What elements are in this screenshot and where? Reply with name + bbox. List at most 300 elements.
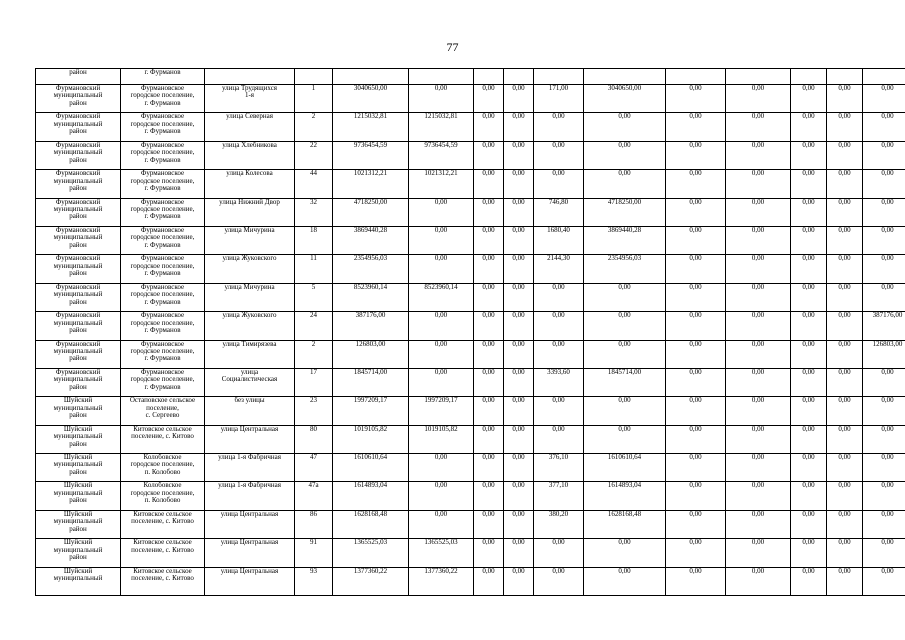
table-cell (726, 69, 791, 85)
table-cell: 5 (295, 283, 333, 311)
table-cell: 0,00 (726, 397, 791, 425)
table-cell: улица Мичурина (205, 283, 295, 311)
table-cell: 0,00 (584, 397, 666, 425)
table-cell (205, 69, 295, 85)
table-cell: 44 (295, 170, 333, 198)
table-cell: 0,00 (863, 454, 905, 482)
table-cell: Китовское сельское поселение, с. Китово (121, 539, 205, 567)
table-cell: 0,00 (827, 368, 863, 396)
table-cell: 0,00 (827, 255, 863, 283)
table-cell: 0,00 (504, 454, 534, 482)
table-cell: Фурмановский муниципальный район (36, 283, 121, 311)
table-cell: 0,00 (666, 397, 726, 425)
page-number: 77 (446, 40, 459, 54)
table-cell: 0,00 (474, 141, 504, 169)
table-cell: улица Северная (205, 113, 295, 141)
table-cell: 1610610,64 (333, 454, 409, 482)
table-cell: улица Колесова (205, 170, 295, 198)
table-cell: 1628168,48 (333, 510, 409, 538)
table-cell: 0,00 (534, 425, 584, 453)
table-cell: 0,00 (534, 312, 584, 340)
table-cell: 0,00 (827, 283, 863, 311)
table-cell: 17 (295, 368, 333, 396)
table-cell: 3869440,28 (584, 226, 666, 254)
table-cell: 0,00 (534, 397, 584, 425)
table-cell: 0,00 (827, 113, 863, 141)
table-cell: 0,00 (534, 170, 584, 198)
table-cell: Фурмановский муниципальный район (36, 226, 121, 254)
table-cell: улица Хлебникова (205, 141, 295, 169)
table-cell: 0,00 (666, 283, 726, 311)
table-cell: улица Социалистическая (205, 368, 295, 396)
table-cell: 0,00 (726, 368, 791, 396)
table-cell: 0,00 (534, 567, 584, 595)
table-cell: 0,00 (666, 312, 726, 340)
table-cell: 0,00 (409, 85, 474, 113)
table-cell: 0,00 (666, 510, 726, 538)
table-cell: без улицы (205, 397, 295, 425)
table-cell: 0,00 (827, 340, 863, 368)
table-cell: 0,00 (791, 113, 827, 141)
table-cell: 376,10 (534, 454, 584, 482)
table-cell: 0,00 (584, 283, 666, 311)
table-cell: 1365525,03 (333, 539, 409, 567)
table-cell: 0,00 (504, 510, 534, 538)
table-cell: 0,00 (584, 567, 666, 595)
table-cell: улица Центральная (205, 510, 295, 538)
table-cell: 0,00 (504, 397, 534, 425)
table-cell: 387176,00 (333, 312, 409, 340)
table-row (36, 170, 905, 198)
table-cell: 1021312,21 (409, 170, 474, 198)
table-cell (584, 69, 666, 85)
table-cell: 0,00 (474, 170, 504, 198)
table-cell: 0,00 (584, 539, 666, 567)
table-cell: 4718250,00 (333, 198, 409, 226)
table-cell: 0,00 (474, 113, 504, 141)
table-cell: 32 (295, 198, 333, 226)
table-cell: 0,00 (863, 141, 905, 169)
table-cell: 126803,00 (863, 340, 905, 368)
table-cell: 0,00 (791, 283, 827, 311)
table-cell: 0,00 (409, 255, 474, 283)
table-cell: 0,00 (504, 226, 534, 254)
table-cell: Фурмановское городское поселение, г. Фурманов (121, 198, 205, 226)
table-cell: 0,00 (726, 425, 791, 453)
table-cell: 0,00 (863, 283, 905, 311)
table-cell: 0,00 (474, 312, 504, 340)
table-cell: Шуйский муниципальный (36, 567, 121, 595)
table-cell: Фурмановское городское поселение, г. Фурманов (121, 113, 205, 141)
table-cell: улица Центральная (205, 425, 295, 453)
table-cell: 0,00 (504, 340, 534, 368)
table-cell: Фурмановское городское поселение, г. Фурманов (121, 141, 205, 169)
table-cell: 91 (295, 539, 333, 567)
table-cell: 0,00 (791, 539, 827, 567)
table-cell: улица 1-я Фабричная (205, 454, 295, 482)
table-cell: 1614893,04 (584, 482, 666, 510)
table-cell: 0,00 (863, 397, 905, 425)
table-cell: 0,00 (726, 482, 791, 510)
table-cell: 0,00 (504, 198, 534, 226)
table-cell: 0,00 (666, 85, 726, 113)
table-cell: 1019105,82 (333, 425, 409, 453)
table-cell: Фурмановское городское поселение, г. Фурманов (121, 368, 205, 396)
table-cell: 0,00 (863, 368, 905, 396)
table-cell: 0,00 (504, 539, 534, 567)
table-cell: 0,00 (791, 454, 827, 482)
table-cell: 18 (295, 226, 333, 254)
table-row (36, 425, 905, 453)
table-cell: Китовское сельское поселение, с. Китово (121, 567, 205, 595)
table-cell: 86 (295, 510, 333, 538)
table-cell: 0,00 (827, 141, 863, 169)
table-cell: 0,00 (504, 425, 534, 453)
table-cell: Фурмановский муниципальный район (36, 340, 121, 368)
table-cell: 380,20 (534, 510, 584, 538)
table-row (36, 113, 905, 141)
table-cell: Фурмановский муниципальный район (36, 85, 121, 113)
table-cell: 4718250,00 (584, 198, 666, 226)
table-cell: 0,00 (791, 482, 827, 510)
table-cell: 0,00 (504, 368, 534, 396)
table-cell: 3393,60 (534, 368, 584, 396)
table-cell: 93 (295, 567, 333, 595)
table-cell: район (36, 69, 121, 85)
table-cell: 0,00 (827, 454, 863, 482)
table-row (36, 141, 905, 169)
table-row (36, 69, 905, 85)
table-cell: 2144,30 (534, 255, 584, 283)
table-cell: 1628168,48 (584, 510, 666, 538)
table-cell: 0,00 (409, 226, 474, 254)
table-cell: Шуйский муниципальный район (36, 397, 121, 425)
table-cell: 0,00 (584, 340, 666, 368)
table-cell: Шуйский муниципальный район (36, 425, 121, 453)
table-cell: 0,00 (666, 539, 726, 567)
table-cell: Фурмановское городское поселение, г. Фурманов (121, 255, 205, 283)
table-cell: 0,00 (504, 312, 534, 340)
table-cell: Колобовское городское поселение, п. Колобово (121, 454, 205, 482)
table-cell: Фурмановский муниципальный район (36, 113, 121, 141)
table-cell: 22 (295, 141, 333, 169)
table-cell: 746,80 (534, 198, 584, 226)
table-cell: 0,00 (474, 454, 504, 482)
table-cell: 1845714,00 (584, 368, 666, 396)
table-cell: 0,00 (827, 425, 863, 453)
table-cell: 8523960,14 (333, 283, 409, 311)
table-cell: 0,00 (474, 397, 504, 425)
table-row (36, 510, 905, 538)
table-cell: 0,00 (584, 141, 666, 169)
table-cell: Остаповское сельское поселение, с. Сергеево (121, 397, 205, 425)
table-cell: 0,00 (409, 340, 474, 368)
table-cell: 1377360,22 (333, 567, 409, 595)
table-cell: 0,00 (863, 425, 905, 453)
table-cell: 0,00 (504, 255, 534, 283)
table-cell: 47 (295, 454, 333, 482)
table-cell (666, 69, 726, 85)
table-cell: 0,00 (584, 113, 666, 141)
table-cell: Китовское сельское поселение, с. Китово (121, 425, 205, 453)
table-cell: 0,00 (726, 198, 791, 226)
table-cell: 0,00 (474, 85, 504, 113)
table-cell: 1 (295, 85, 333, 113)
table-cell: 0,00 (726, 312, 791, 340)
table-cell: улица Жуковского (205, 255, 295, 283)
table-cell (863, 69, 905, 85)
table-cell: 0,00 (474, 425, 504, 453)
table-cell: 0,00 (666, 340, 726, 368)
table-cell: 126803,00 (333, 340, 409, 368)
table-cell: 0,00 (791, 567, 827, 595)
table-cell (827, 69, 863, 85)
table-cell: 0,00 (666, 198, 726, 226)
table-cell: 0,00 (726, 340, 791, 368)
table-cell: улица Трудящихся 1-я (205, 85, 295, 113)
table-cell: 0,00 (534, 340, 584, 368)
table-row (36, 368, 905, 396)
table-cell: Фурмановское городское поселение, г. Фурманов (121, 340, 205, 368)
table-cell: 0,00 (409, 312, 474, 340)
table-cell: 0,00 (474, 255, 504, 283)
table-cell (534, 69, 584, 85)
table-cell: 0,00 (791, 425, 827, 453)
table-cell: улица Центральная (205, 567, 295, 595)
table-cell: 0,00 (504, 113, 534, 141)
table-cell: 0,00 (474, 567, 504, 595)
table-cell: 9736454,59 (409, 141, 474, 169)
table-cell: 2 (295, 113, 333, 141)
table-cell: 47а (295, 482, 333, 510)
table-row (36, 340, 905, 368)
table-cell: 0,00 (791, 397, 827, 425)
table-row (36, 198, 905, 226)
table-cell: Китовское сельское поселение, с. Китово (121, 510, 205, 538)
table-cell: 0,00 (474, 198, 504, 226)
table-row (36, 539, 905, 567)
table-cell (409, 69, 474, 85)
table-cell: 0,00 (726, 283, 791, 311)
table-cell: 0,00 (791, 510, 827, 538)
table-cell: 0,00 (584, 425, 666, 453)
table-cell: 0,00 (666, 482, 726, 510)
table-row (36, 482, 905, 510)
table-cell: улица Жуковского (205, 312, 295, 340)
table-cell: 0,00 (863, 255, 905, 283)
table-row (36, 312, 905, 340)
table-cell: 0,00 (666, 226, 726, 254)
table-cell: 1019105,82 (409, 425, 474, 453)
table-cell: 1610610,64 (584, 454, 666, 482)
table-cell: 0,00 (409, 482, 474, 510)
table-cell: 0,00 (863, 170, 905, 198)
table-cell (504, 69, 534, 85)
table-cell: 0,00 (791, 368, 827, 396)
table-cell: 0,00 (791, 255, 827, 283)
table-cell: 0,00 (791, 312, 827, 340)
table-cell: 80 (295, 425, 333, 453)
table-cell (474, 69, 504, 85)
table-cell: Фурмановский муниципальный район (36, 170, 121, 198)
table-cell: 11 (295, 255, 333, 283)
table-cell: 387176,00 (863, 312, 905, 340)
table-cell: 0,00 (504, 85, 534, 113)
table-cell: 0,00 (474, 539, 504, 567)
table-cell: улица 1-я Фабричная (205, 482, 295, 510)
table-cell: 0,00 (863, 567, 905, 595)
table-cell: 2 (295, 340, 333, 368)
table-cell: 0,00 (827, 198, 863, 226)
table-cell: 3869440,28 (333, 226, 409, 254)
table-cell: улица Мичурина (205, 226, 295, 254)
table-cell: г. Фурманов (121, 69, 205, 85)
table-cell: 0,00 (726, 113, 791, 141)
table-cell: 0,00 (791, 340, 827, 368)
table-cell: 0,00 (863, 482, 905, 510)
table-cell: 3040650,00 (333, 85, 409, 113)
table-cell: 0,00 (863, 85, 905, 113)
table-cell: 0,00 (726, 226, 791, 254)
table-cell: 3040650,00 (584, 85, 666, 113)
register-table (35, 68, 905, 596)
table-cell: 377,10 (534, 482, 584, 510)
table-row (36, 283, 905, 311)
table-cell: 1215032,81 (409, 113, 474, 141)
table-cell: 0,00 (791, 141, 827, 169)
table-row (36, 255, 905, 283)
table-cell: 0,00 (409, 454, 474, 482)
table-cell: 0,00 (863, 113, 905, 141)
table-cell: 0,00 (827, 397, 863, 425)
table-row (36, 85, 905, 113)
table-cell: Колобовское городское поселение, п. Колобово (121, 482, 205, 510)
table-cell: 1614893,04 (333, 482, 409, 510)
table-cell: Фурмановский муниципальный район (36, 312, 121, 340)
table-cell: 0,00 (726, 567, 791, 595)
table-row (36, 397, 905, 425)
table-cell: 0,00 (726, 85, 791, 113)
table-cell: 8523960,14 (409, 283, 474, 311)
table-cell: Шуйский муниципальный район (36, 539, 121, 567)
table-cell: 24 (295, 312, 333, 340)
table-cell: 0,00 (863, 226, 905, 254)
table-cell: 0,00 (474, 226, 504, 254)
table-cell: 0,00 (504, 482, 534, 510)
table-cell: 0,00 (726, 454, 791, 482)
table-cell: 2354956,03 (333, 255, 409, 283)
table-cell (333, 69, 409, 85)
table-cell: 0,00 (409, 510, 474, 538)
table-cell: Фурмановский муниципальный район (36, 198, 121, 226)
table-cell: Фурмановское городское поселение, г. Фурманов (121, 226, 205, 254)
table-cell (791, 69, 827, 85)
table-cell: 0,00 (474, 340, 504, 368)
table-cell: 0,00 (666, 141, 726, 169)
table-cell: Шуйский муниципальный район (36, 454, 121, 482)
table-cell: Фурмановское городское поселение, г. Фурманов (121, 85, 205, 113)
table-cell: 1377360,22 (409, 567, 474, 595)
table-cell: 1365525,03 (409, 539, 474, 567)
table-cell: 0,00 (474, 283, 504, 311)
table-cell: Шуйский муниципальный район (36, 510, 121, 538)
table-cell: 0,00 (791, 198, 827, 226)
table-cell: 1997209,17 (333, 397, 409, 425)
table-cell: 1680,40 (534, 226, 584, 254)
table-cell: 0,00 (827, 539, 863, 567)
table-cell: 0,00 (474, 482, 504, 510)
table-cell: 1997209,17 (409, 397, 474, 425)
table-cell: 0,00 (534, 141, 584, 169)
table-cell: Фурмановское городское поселение, г. Фурманов (121, 170, 205, 198)
table-row (36, 567, 905, 595)
table-cell: улица Центральная (205, 539, 295, 567)
table-cell: Фурмановский муниципальный район (36, 255, 121, 283)
table-cell: 0,00 (726, 170, 791, 198)
table-cell: 0,00 (534, 539, 584, 567)
table-cell: 0,00 (666, 113, 726, 141)
table-cell: Фурмановское городское поселение, г. Фурманов (121, 283, 205, 311)
table-cell: 2354956,03 (584, 255, 666, 283)
table-cell: Фурмановский муниципальный район (36, 368, 121, 396)
table-cell: 0,00 (827, 312, 863, 340)
table-cell: 0,00 (666, 255, 726, 283)
table-cell: улица Тимирязева (205, 340, 295, 368)
table-cell: 0,00 (504, 283, 534, 311)
table-cell: 0,00 (726, 255, 791, 283)
table-cell: 0,00 (534, 283, 584, 311)
table-cell: 0,00 (791, 170, 827, 198)
table-cell: 0,00 (474, 368, 504, 396)
table-cell: 0,00 (863, 510, 905, 538)
table-cell: 0,00 (474, 510, 504, 538)
table-cell: 0,00 (863, 198, 905, 226)
table-cell: 0,00 (827, 226, 863, 254)
table-cell: 1215032,81 (333, 113, 409, 141)
table-cell: 0,00 (827, 170, 863, 198)
table-cell: 0,00 (504, 141, 534, 169)
table-cell: 1845714,00 (333, 368, 409, 396)
table-cell: 0,00 (726, 510, 791, 538)
table-cell: 0,00 (666, 567, 726, 595)
table-cell: 0,00 (409, 368, 474, 396)
table-cell (295, 69, 333, 85)
table-cell: 0,00 (584, 312, 666, 340)
table-cell: 23 (295, 397, 333, 425)
table-cell: 0,00 (827, 510, 863, 538)
table-cell: 0,00 (827, 85, 863, 113)
table-row (36, 454, 905, 482)
table-cell: 0,00 (827, 567, 863, 595)
table-cell: 0,00 (409, 198, 474, 226)
table-cell: 0,00 (726, 141, 791, 169)
table-cell: 0,00 (666, 368, 726, 396)
table-cell: 0,00 (584, 170, 666, 198)
table-cell: 0,00 (534, 113, 584, 141)
table-cell: 1021312,21 (333, 170, 409, 198)
table-cell: 0,00 (791, 85, 827, 113)
table-cell: 0,00 (791, 226, 827, 254)
table-cell: Шуйский муниципальный район (36, 482, 121, 510)
table-cell: 0,00 (504, 170, 534, 198)
table-cell: улица Нижний Двор (205, 198, 295, 226)
table-cell: Фурмановское городское поселение, г. Фурманов (121, 312, 205, 340)
table-cell: 0,00 (504, 567, 534, 595)
table-cell: 171,00 (534, 85, 584, 113)
table-cell: 0,00 (863, 539, 905, 567)
table-cell: 0,00 (666, 170, 726, 198)
table-row (36, 226, 905, 254)
